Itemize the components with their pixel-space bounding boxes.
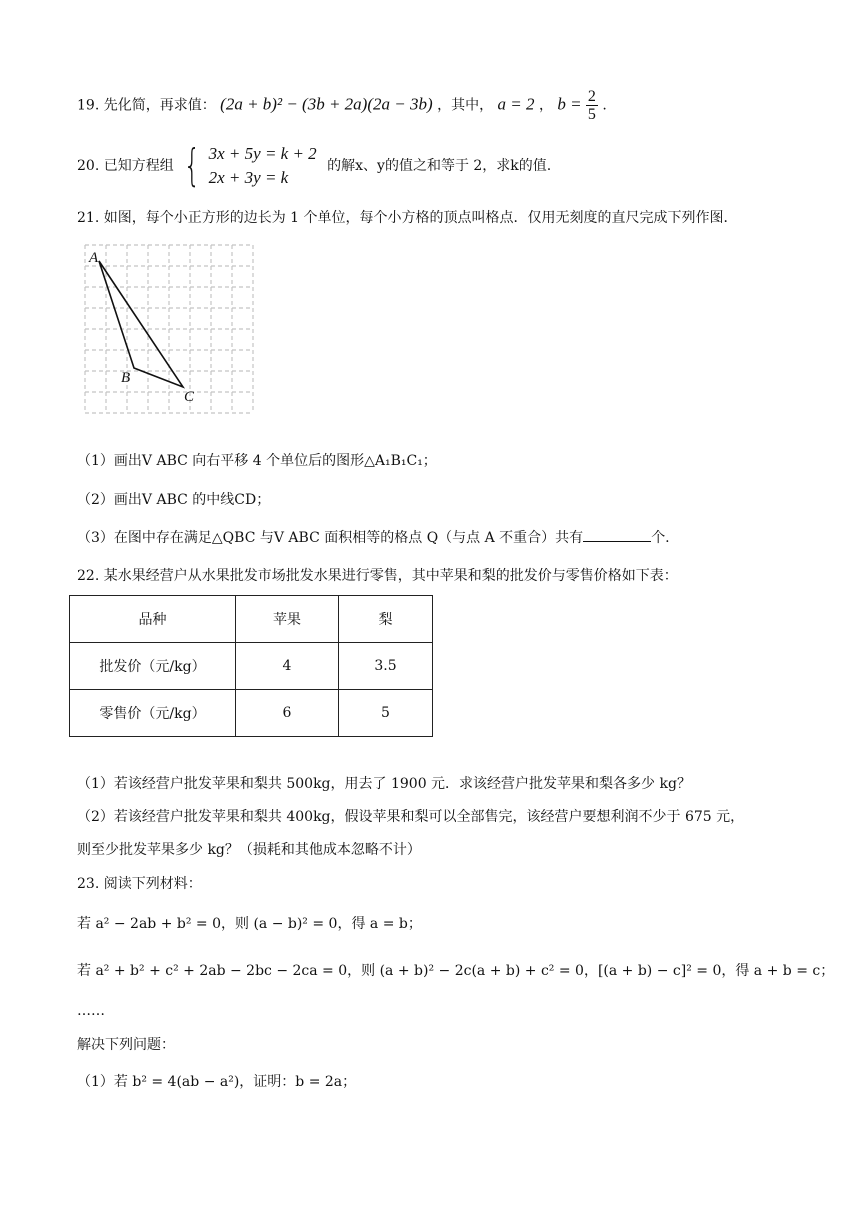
table-header-cell: 苹果 (236, 596, 339, 643)
table-cell: 3.5 (339, 643, 433, 690)
q20-prefix: 20. 已知方程组 (77, 158, 174, 174)
q21-text: 21. 如图，每个小正方形的边长为 1 个单位，每个小方格的顶点叫格点．仅用无刻度的直尺完成下列作图． (77, 210, 738, 226)
table-cell: 零售价（元/kg） (70, 690, 236, 737)
q23-ellipsis-text: …… (77, 1003, 105, 1019)
table-header-row (70, 596, 433, 643)
q19-expression: (2a + b)² − (3b + 2a)(2a − 3b) (220, 94, 433, 114)
q23-intro: 23. 阅读下列材料： (77, 876, 202, 892)
question-20 (77, 142, 551, 190)
q21-part-1-text: （1）画出V ABC 向右平移 4 个单位后的图形△A₁B₁C₁； (77, 453, 437, 469)
q21-part-1 (77, 450, 437, 472)
q23-solve-text: 解决下列问题： (77, 1037, 175, 1053)
q19-b-fraction (586, 88, 598, 123)
q23-part-1-text: （1）若 b² = 4(ab − a²)，证明：b = 2a； (77, 1074, 357, 1090)
answer-blank[interactable] (583, 527, 651, 542)
q22-part-2-cont-text: 则至少批发苹果多少 kg？（损耗和其他成本忽略不计） (77, 842, 421, 858)
q22-intro: 22. 某水果经营户从水果批发市场批发水果进行零售，其中苹果和梨的批发价与零售价格如下表： (77, 568, 678, 584)
q23-ellipsis (77, 1000, 105, 1022)
q21-part-2-text: （2）画出V ABC 的中线CD； (77, 492, 271, 508)
q19-b-numerator: 2 (587, 88, 596, 105)
question-23 (77, 873, 202, 895)
table-row (70, 643, 433, 690)
table-header-cell: 品种 (70, 596, 236, 643)
question-21 (77, 207, 738, 229)
q23-solve (77, 1034, 175, 1056)
vertex-label-a: A (89, 250, 99, 266)
q23-material-2-text: 若 a² + b² + c² + 2ab − 2bc − 2ca = 0，则 (a + b)² − 2c(a + b) + c² = 0，[(a + b) − c]² = 0，得 a + b = c； (77, 963, 835, 979)
q20-suffix: 的解x、y的值之和等于 2，求k的值. (327, 158, 552, 174)
q19-b-denominator: 5 (587, 106, 596, 123)
triangle-grid-figure (82, 242, 262, 427)
table-cell: 6 (236, 690, 339, 737)
q20-equation-2: 2x + 3y = k (208, 168, 289, 187)
q22-part-2 (77, 806, 744, 828)
question-19 (77, 88, 607, 123)
q19-a-value: a = 2 (497, 94, 535, 114)
table-header-cell: 梨 (339, 596, 433, 643)
q20-equation-system (209, 142, 317, 190)
price-table (69, 595, 433, 737)
question-22 (77, 565, 678, 587)
q19-sep: ， (538, 97, 553, 114)
q21-part-2 (77, 489, 270, 511)
q20-brace-icon: { (183, 140, 201, 191)
q19-end: . (602, 97, 607, 114)
q19-prefix: 19. 先化简，再求值： (77, 97, 216, 114)
q22-part-2-cont (77, 839, 421, 861)
triangle-abc (99, 261, 183, 387)
q21-part-3-text: （3）在图中存在满足△QBC 与V ABC 面积相等的格点 Q（与点 A 不重合）共有 (77, 530, 584, 546)
q22-part-2-text: （2）若该经营户批发苹果和梨共 400kg，假设苹果和梨可以全部售完，该经营户要想利润不少于 675 元， (77, 809, 745, 825)
q22-part-1 (77, 773, 691, 795)
table-row (70, 690, 433, 737)
table-cell: 5 (339, 690, 433, 737)
q23-material-1-text: 若 a² − 2ab + b² = 0，则 (a − b)² = 0，得 a = b； (77, 916, 422, 932)
q23-part-1 (77, 1071, 356, 1093)
q20-equation-1: 3x + 5y = k + 2 (208, 144, 317, 163)
vertex-label-b: B (121, 370, 131, 386)
q21-part-3-end: 个. (651, 530, 670, 546)
q21-part-3 (77, 527, 670, 549)
grid-lines (85, 245, 253, 413)
q19-mid: ，其中， (437, 97, 494, 114)
table-cell: 4 (236, 643, 339, 690)
q23-material-1 (77, 913, 422, 935)
q23-material-2 (77, 960, 834, 982)
q19-b-lhs: b = (557, 94, 586, 114)
q22-part-1-text: （1）若该经营户批发苹果和梨共 500kg，用去了 1900 元．求该经营户批发苹果和梨各多少 kg？ (77, 776, 691, 792)
table-cell: 批发价（元/kg） (70, 643, 236, 690)
vertex-label-c: C (184, 389, 195, 405)
